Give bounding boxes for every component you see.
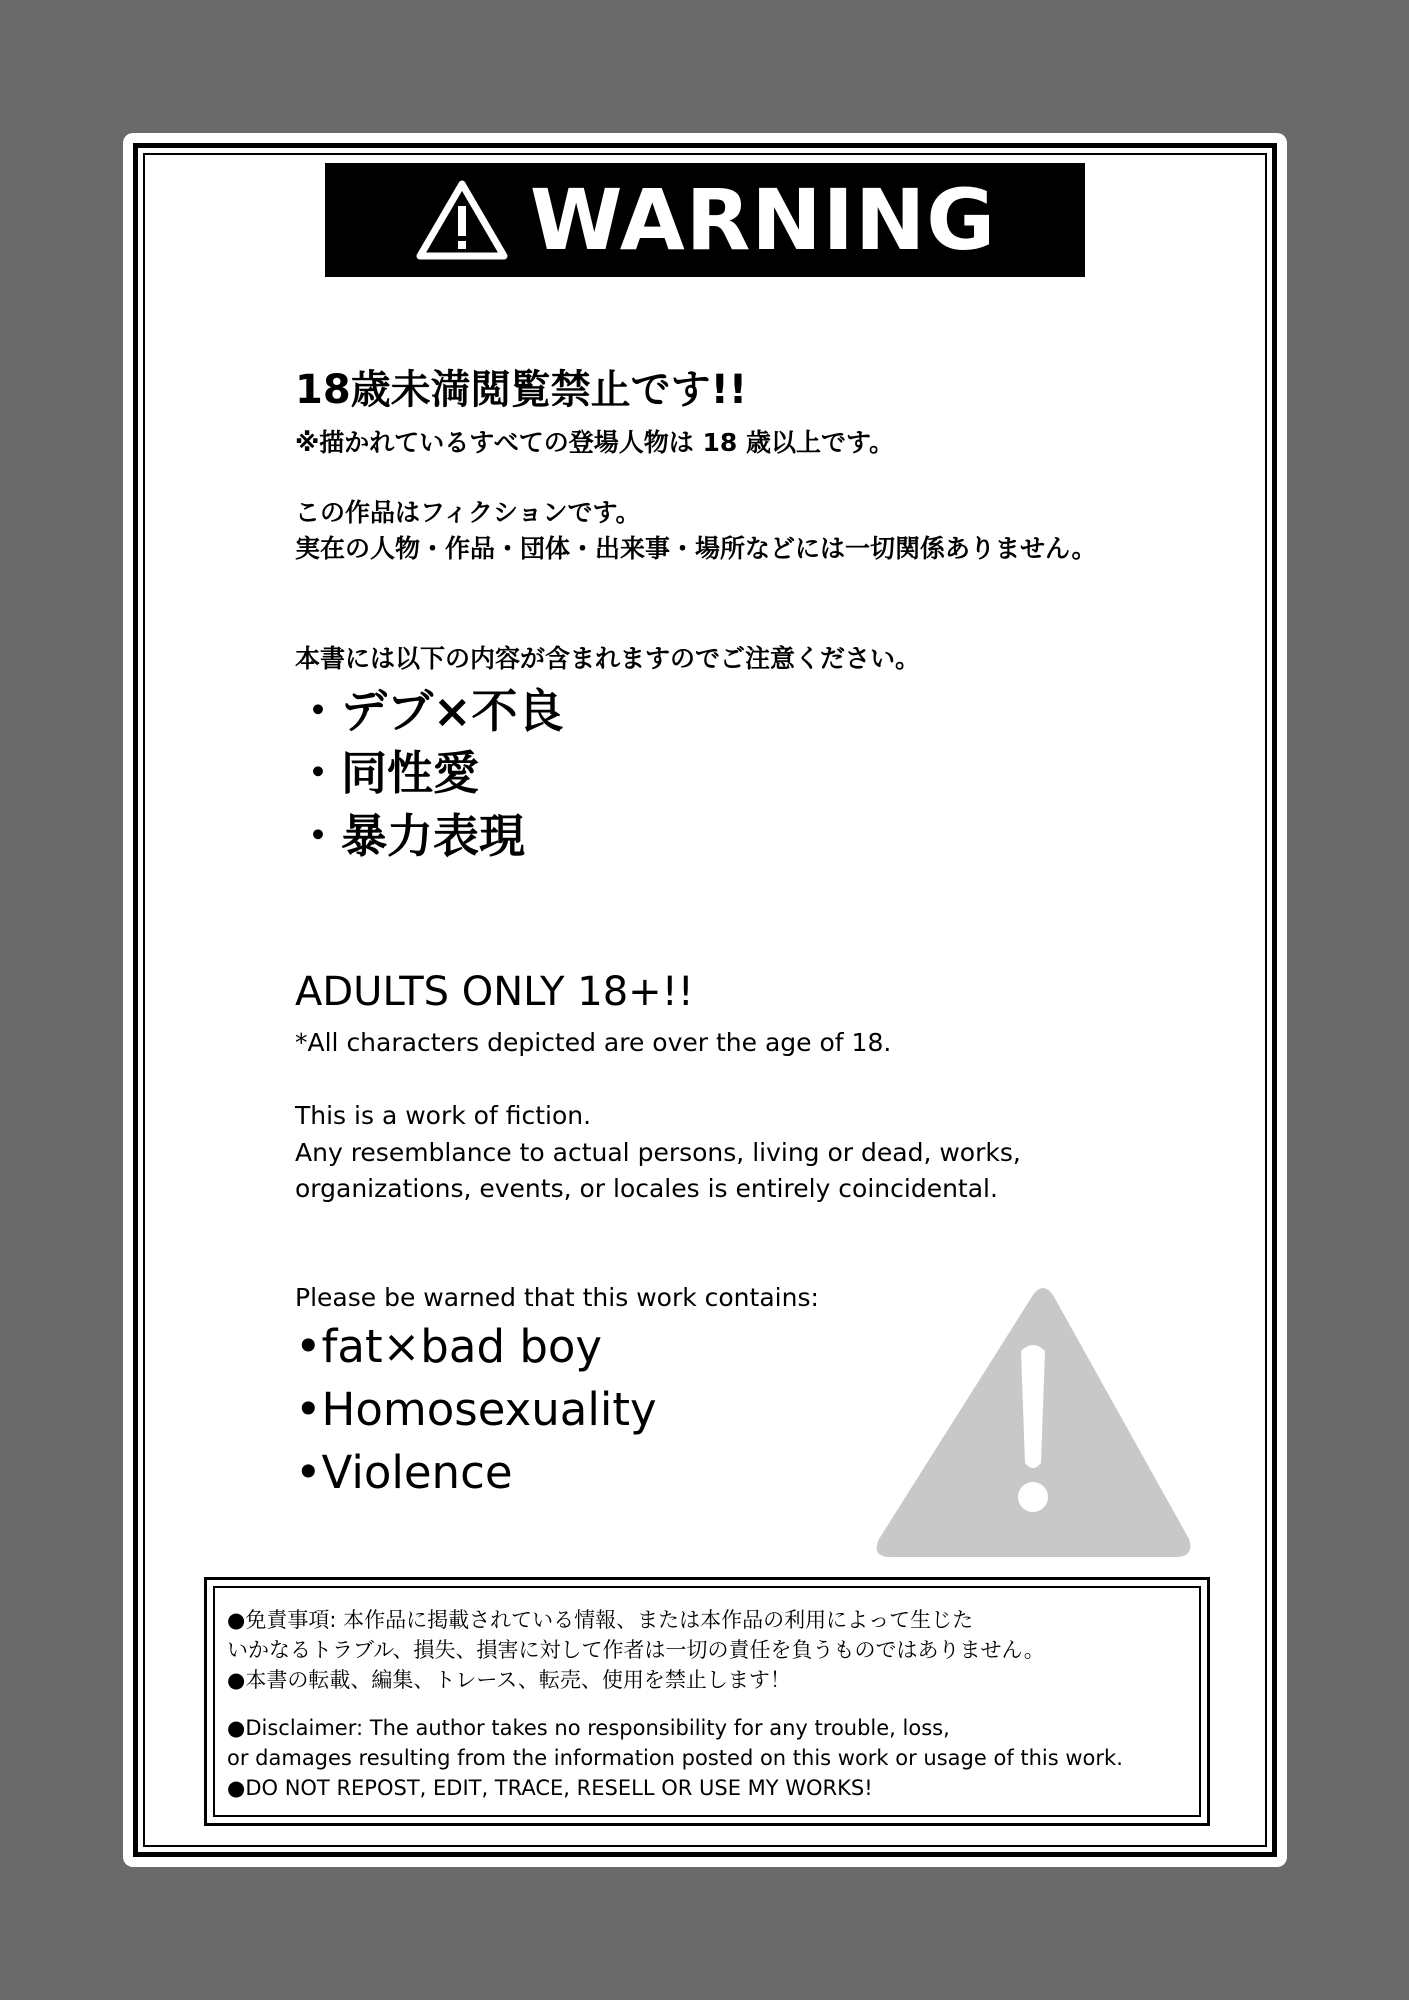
disclaimer-japanese-3: ●本書の転載、編集、トレース、転売、使用を禁止します！ (227, 1668, 791, 1692)
fiction-note-english-3: organizations, events, or locales is entirely coincidental. (295, 1174, 998, 1203)
content-intro-english: Please be warned that this work contains: (295, 1283, 819, 1312)
content-item-japanese: ・同性愛 (295, 746, 479, 800)
warning-page (123, 133, 1287, 1867)
fiction-note-japanese-1: この作品はフィクションです。 (295, 498, 641, 527)
warning-banner (325, 163, 1085, 277)
warning-triangle-icon (871, 1281, 1195, 1567)
age-note-japanese: ※描かれているすべての登場人物は 18 歳以上です。 (295, 428, 895, 457)
content-item-japanese: ・暴力表現 (295, 809, 525, 863)
fiction-note-english-2: Any resemblance to actual persons, living or dead, works, (295, 1138, 1021, 1167)
warning-title: WARNING (529, 171, 997, 269)
age-note-english: *All characters depicted are over the age of 18. (295, 1028, 892, 1057)
content-item-english: •Homosexuality (295, 1383, 657, 1436)
content-item-japanese: ・デブ×不良 (295, 684, 564, 738)
disclaimer-english-3: ●DO NOT REPOST, EDIT, TRACE, RESELL OR USE MY WORKS! (227, 1776, 873, 1800)
fiction-note-japanese-2: 実在の人物・作品・団体・出来事・場所などには一切関係ありません。 (295, 534, 1097, 563)
content-intro-japanese: 本書には以下の内容が含まれますのでご注意ください。 (295, 644, 921, 673)
fiction-note-english-1: This is a work of fiction. (295, 1101, 592, 1130)
content-item-english: •fat×bad boy (295, 1320, 603, 1373)
disclaimer-japanese-1: ●免責事項: 本作品に掲載されている情報、または本作品の利用によって生じた (227, 1608, 974, 1632)
disclaimer-english-1: ●Disclaimer: The author takes no responsibility for any trouble, loss, (227, 1716, 950, 1740)
disclaimer-japanese-2: いかなるトラブル、損失、損害に対して作者は一切の責任を負うものではありません。 (227, 1638, 1045, 1662)
content-item-english: •Violence (295, 1446, 513, 1499)
disclaimer-box (204, 1577, 1210, 1826)
heading-english: ADULTS ONLY 18+!! (295, 969, 694, 1015)
disclaimer-english-2: or damages resulting from the information posted on this work or usage of this work. (227, 1746, 1123, 1770)
warning-triangle-icon (414, 178, 510, 262)
heading-japanese: 18歳未満閲覧禁止です!! (295, 367, 748, 413)
